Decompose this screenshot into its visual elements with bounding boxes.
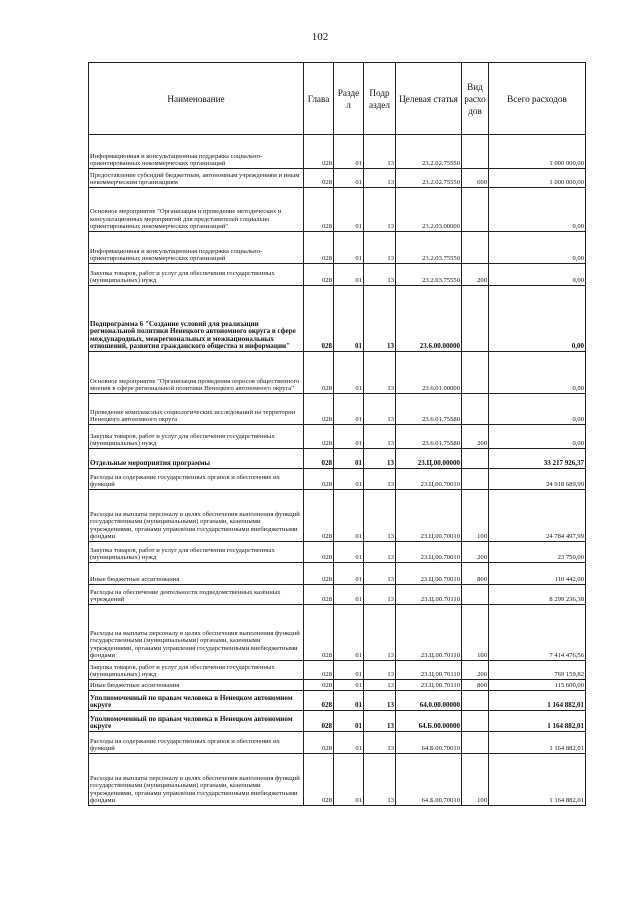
- table-row: [89, 469, 586, 490]
- cell-vid: 800: [462, 680, 489, 691]
- cell-glava: 028: [304, 264, 334, 286]
- cell-sum: 1 164 882,01: [489, 711, 586, 732]
- cell-podrazdel: 13: [364, 711, 396, 732]
- cell-podrazdel: 13: [364, 264, 396, 286]
- cell-razdel: 01: [334, 490, 364, 542]
- cell-razdel: 01: [334, 585, 364, 605]
- cell-podrazdel: 13: [364, 490, 396, 542]
- cell-statya: 23.6.01.00000: [396, 352, 462, 394]
- cell-statya: 23.Ц.00.00000: [396, 449, 462, 469]
- cell-podrazdel: 13: [364, 352, 396, 394]
- cell-name: Информационная и консультационная поддержка социально-ориентированных некоммерческих организаций: [89, 135, 304, 169]
- cell-glava: 028: [304, 563, 334, 585]
- cell-glava: 028: [304, 605, 334, 661]
- cell-glava: 028: [304, 469, 334, 490]
- cell-vid: [462, 469, 489, 490]
- cell-podrazdel: 13: [364, 469, 396, 490]
- cell-sum: 8 299 236,38: [489, 585, 586, 605]
- cell-sum: 7 414 476,56: [489, 605, 586, 661]
- cell-razdel: 01: [334, 542, 364, 563]
- table-row: [89, 754, 586, 806]
- table-row: [89, 188, 586, 232]
- cell-sum: 769 159,82: [489, 661, 586, 680]
- table-row: [89, 563, 586, 585]
- cell-glava: 028: [304, 754, 334, 806]
- cell-vid: 200: [462, 264, 489, 286]
- cell-name: Проведение комплексных социологических исследований на территории Ненецкого автономного округа: [89, 394, 304, 425]
- cell-statya: 23.2.02.75550: [396, 135, 462, 169]
- cell-razdel: 01: [334, 264, 364, 286]
- cell-name: Отдельные мероприятия программы: [89, 449, 304, 469]
- cell-sum: 1 000 000,00: [489, 135, 586, 169]
- cell-sum: 1 164 882,01: [489, 754, 586, 806]
- cell-vid: [462, 352, 489, 394]
- table-row: [89, 286, 586, 352]
- cell-sum: 23 750,00: [489, 542, 586, 563]
- cell-statya: 23.Ц.00.70110: [396, 680, 462, 691]
- cell-glava: 028: [304, 352, 334, 394]
- cell-razdel: 01: [334, 563, 364, 585]
- table-row: [89, 661, 586, 680]
- cell-vid: [462, 449, 489, 469]
- cell-glava: 028: [304, 732, 334, 754]
- cell-razdel: 01: [334, 469, 364, 490]
- cell-statya: 23.6.00.00000: [396, 286, 462, 352]
- cell-vid: 600: [462, 169, 489, 188]
- cell-vid: 100: [462, 754, 489, 806]
- cell-glava: 028: [304, 286, 334, 352]
- cell-name: Иные бюджетные ассигнования: [89, 680, 304, 691]
- cell-vid: [462, 232, 489, 264]
- cell-vid: [462, 691, 489, 711]
- header-glava: Глава: [304, 63, 334, 135]
- table-row: [89, 732, 586, 754]
- cell-name: Подпрограмма 6 "Создание условий для реализации региональной политики Ненецкого автономного округа в сфере международных, межрегиональных и межнациональных отношений, развития гражданского общества и информации": [89, 286, 304, 352]
- cell-sum: 1 164 882,01: [489, 732, 586, 754]
- cell-podrazdel: 13: [364, 661, 396, 680]
- cell-podrazdel: 13: [364, 135, 396, 169]
- cell-podrazdel: 13: [364, 188, 396, 232]
- cell-name: Информационная и консультационная поддержка социально-ориентированных некоммерческих организаций: [89, 232, 304, 264]
- table-row: [89, 680, 586, 691]
- cell-podrazdel: 13: [364, 585, 396, 605]
- cell-statya: 23.2.03.75550: [396, 232, 462, 264]
- cell-podrazdel: 13: [364, 732, 396, 754]
- cell-vid: [462, 286, 489, 352]
- cell-statya: 23.2.02.75550: [396, 169, 462, 188]
- header-razdel: Разде л: [334, 63, 364, 135]
- table-row: [89, 449, 586, 469]
- cell-vid: [462, 732, 489, 754]
- cell-sum: 0,00: [489, 352, 586, 394]
- cell-statya: 23.Ц.00.70010: [396, 563, 462, 585]
- table-body: [89, 135, 586, 806]
- cell-statya: 64.Б.00.00000: [396, 711, 462, 732]
- cell-vid: 200: [462, 425, 489, 449]
- cell-sum: 33 217 926,37: [489, 449, 586, 469]
- cell-razdel: 01: [334, 188, 364, 232]
- cell-sum: 1 164 882,01: [489, 691, 586, 711]
- cell-sum: 0,00: [489, 188, 586, 232]
- cell-razdel: 01: [334, 352, 364, 394]
- table-row: [89, 605, 586, 661]
- cell-name: Закупка товаров, работ и услуг для обеспечения государственных (муниципальных) нужд: [89, 661, 304, 680]
- table-header-row: [89, 63, 586, 135]
- cell-razdel: 01: [334, 169, 364, 188]
- cell-glava: 028: [304, 449, 334, 469]
- cell-vid: 800: [462, 563, 489, 585]
- cell-sum: 115 600,00: [489, 680, 586, 691]
- cell-sum: 1 000 000,00: [489, 169, 586, 188]
- table-row: [89, 585, 586, 605]
- page-number: 102: [311, 31, 329, 43]
- cell-glava: 028: [304, 232, 334, 264]
- cell-statya: 23.2.03.00000: [396, 188, 462, 232]
- cell-glava: 028: [304, 425, 334, 449]
- cell-vid: 100: [462, 490, 489, 542]
- cell-name: Закупка товаров, работ и услуг для обеспечения государственных (муниципальных) нужд: [89, 264, 304, 286]
- cell-glava: 028: [304, 490, 334, 542]
- cell-name: Закупка товаров, работ и услуг для обеспечения государственных (муниципальных) нужд: [89, 425, 304, 449]
- cell-name: Расходы на содержание государственных органов и обеспечение их функций: [89, 469, 304, 490]
- cell-statya: 23.Ц.00.70110: [396, 585, 462, 605]
- cell-razdel: 01: [334, 661, 364, 680]
- header-total: Всего расходов: [489, 63, 586, 135]
- table-row: [89, 542, 586, 563]
- table-row: [89, 691, 586, 711]
- cell-sum: 0,00: [489, 286, 586, 352]
- cell-glava: 028: [304, 542, 334, 563]
- cell-razdel: 01: [334, 754, 364, 806]
- cell-statya: 23.6.01.75580: [396, 425, 462, 449]
- cell-sum: 0,00: [489, 232, 586, 264]
- header-podrazdel: Подр аздел: [364, 63, 396, 135]
- cell-statya: 23.Ц.00.70110: [396, 605, 462, 661]
- cell-razdel: 01: [334, 286, 364, 352]
- table-row: [89, 425, 586, 449]
- cell-razdel: 01: [334, 232, 364, 264]
- cell-vid: [462, 585, 489, 605]
- cell-razdel: 01: [334, 691, 364, 711]
- cell-glava: 028: [304, 680, 334, 691]
- cell-podrazdel: 13: [364, 542, 396, 563]
- cell-vid: 100: [462, 605, 489, 661]
- cell-vid: [462, 135, 489, 169]
- table-row: [89, 711, 586, 732]
- header-vid: Вид расхо дов: [462, 63, 489, 135]
- cell-vid: [462, 188, 489, 232]
- cell-name: Расходы на содержание государственных органов и обеспечение их функций: [89, 732, 304, 754]
- header-statya: Целевая статья: [396, 63, 462, 135]
- cell-statya: 64.0.00.00000: [396, 691, 462, 711]
- cell-podrazdel: 13: [364, 425, 396, 449]
- cell-sum: 0,00: [489, 425, 586, 449]
- cell-glava: 028: [304, 691, 334, 711]
- cell-podrazdel: 13: [364, 680, 396, 691]
- cell-name: Расходы на выплаты персоналу в целях обеспечения выполнения функций государственными (муниципальными) органами, казенными учреждениями, органами управления государственными внебюджетными фондами: [89, 754, 304, 806]
- cell-sum: 0,00: [489, 264, 586, 286]
- header-name: Наименование: [89, 63, 304, 135]
- cell-podrazdel: 13: [364, 691, 396, 711]
- cell-glava: 028: [304, 711, 334, 732]
- cell-glava: 028: [304, 394, 334, 425]
- cell-statya: 23.Ц.00.70010: [396, 469, 462, 490]
- cell-glava: 028: [304, 188, 334, 232]
- cell-razdel: 01: [334, 732, 364, 754]
- cell-statya: 23.Ц.00.70010: [396, 542, 462, 563]
- cell-name: Расходы на выплаты персоналу в целях обеспечения выполнения функций государственными (муниципальными) органами, казенными учреждениями, органами управления государственными внебюджетными фондами: [89, 605, 304, 661]
- table-row: [89, 169, 586, 188]
- cell-podrazdel: 13: [364, 605, 396, 661]
- cell-name: Иные бюджетные ассигнования: [89, 563, 304, 585]
- cell-statya: 23.Ц.00.70010: [396, 490, 462, 542]
- table-row: [89, 232, 586, 264]
- cell-statya: 23.2.03.75550: [396, 264, 462, 286]
- cell-podrazdel: 13: [364, 232, 396, 264]
- cell-name: Расходы на выплаты персоналу в целях обеспечения выполнения функций государственными (муниципальными) органами, казенными учреждениями, органами управления государственными внебюджетными фондами: [89, 490, 304, 542]
- cell-sum: 24 918 689,99: [489, 469, 586, 490]
- cell-razdel: 01: [334, 394, 364, 425]
- cell-razdel: 01: [334, 711, 364, 732]
- cell-vid: [462, 711, 489, 732]
- cell-razdel: 01: [334, 135, 364, 169]
- table-row: [89, 135, 586, 169]
- table-row: [89, 490, 586, 542]
- cell-name: Основное мероприятие "Организация проведения опросов общественного мнения в сфере региональной политики Ненецкого автономного округа": [89, 352, 304, 394]
- cell-name: Уполномоченный по правам человека в Ненецком автономном округе: [89, 691, 304, 711]
- cell-podrazdel: 13: [364, 563, 396, 585]
- budget-table: [88, 62, 586, 806]
- table-row: [89, 264, 586, 286]
- cell-vid: 200: [462, 542, 489, 563]
- cell-sum: 24 784 497,99: [489, 490, 586, 542]
- cell-glava: 028: [304, 661, 334, 680]
- cell-vid: [462, 394, 489, 425]
- cell-name: Основное мероприятие "Организация и проведение методических и консультационных мероприятий для представителей социально ориентированных некоммерческих организаций": [89, 188, 304, 232]
- cell-razdel: 01: [334, 680, 364, 691]
- cell-podrazdel: 13: [364, 286, 396, 352]
- cell-glava: 028: [304, 585, 334, 605]
- cell-razdel: 01: [334, 449, 364, 469]
- table-row: [89, 394, 586, 425]
- cell-podrazdel: 13: [364, 394, 396, 425]
- cell-glava: 028: [304, 135, 334, 169]
- cell-podrazdel: 13: [364, 449, 396, 469]
- cell-name: Расходы на обеспечение деятельности подведомственных казённых учреждений: [89, 585, 304, 605]
- cell-name: Закупка товаров, работ и услуг для обеспечения государственных (муниципальных) нужд: [89, 542, 304, 563]
- cell-razdel: 01: [334, 425, 364, 449]
- cell-razdel: 01: [334, 605, 364, 661]
- table-row: [89, 352, 586, 394]
- cell-sum: 110 442,00: [489, 563, 586, 585]
- cell-name: Предоставление субсидий бюджетным, автономным учреждениям и иным некоммерческим организациям: [89, 169, 304, 188]
- cell-sum: 0,00: [489, 394, 586, 425]
- cell-glava: 028: [304, 169, 334, 188]
- cell-name: Уполномоченный по правам человека в Ненецком автономном округе: [89, 711, 304, 732]
- cell-vid: 200: [462, 661, 489, 680]
- cell-podrazdel: 13: [364, 754, 396, 806]
- cell-podrazdel: 13: [364, 169, 396, 188]
- cell-statya: 23.Ц.00.70110: [396, 661, 462, 680]
- cell-statya: 23.6.01.75580: [396, 394, 462, 425]
- cell-statya: 64.Б.00.70010: [396, 732, 462, 754]
- cell-statya: 64.Б.00.70010: [396, 754, 462, 806]
